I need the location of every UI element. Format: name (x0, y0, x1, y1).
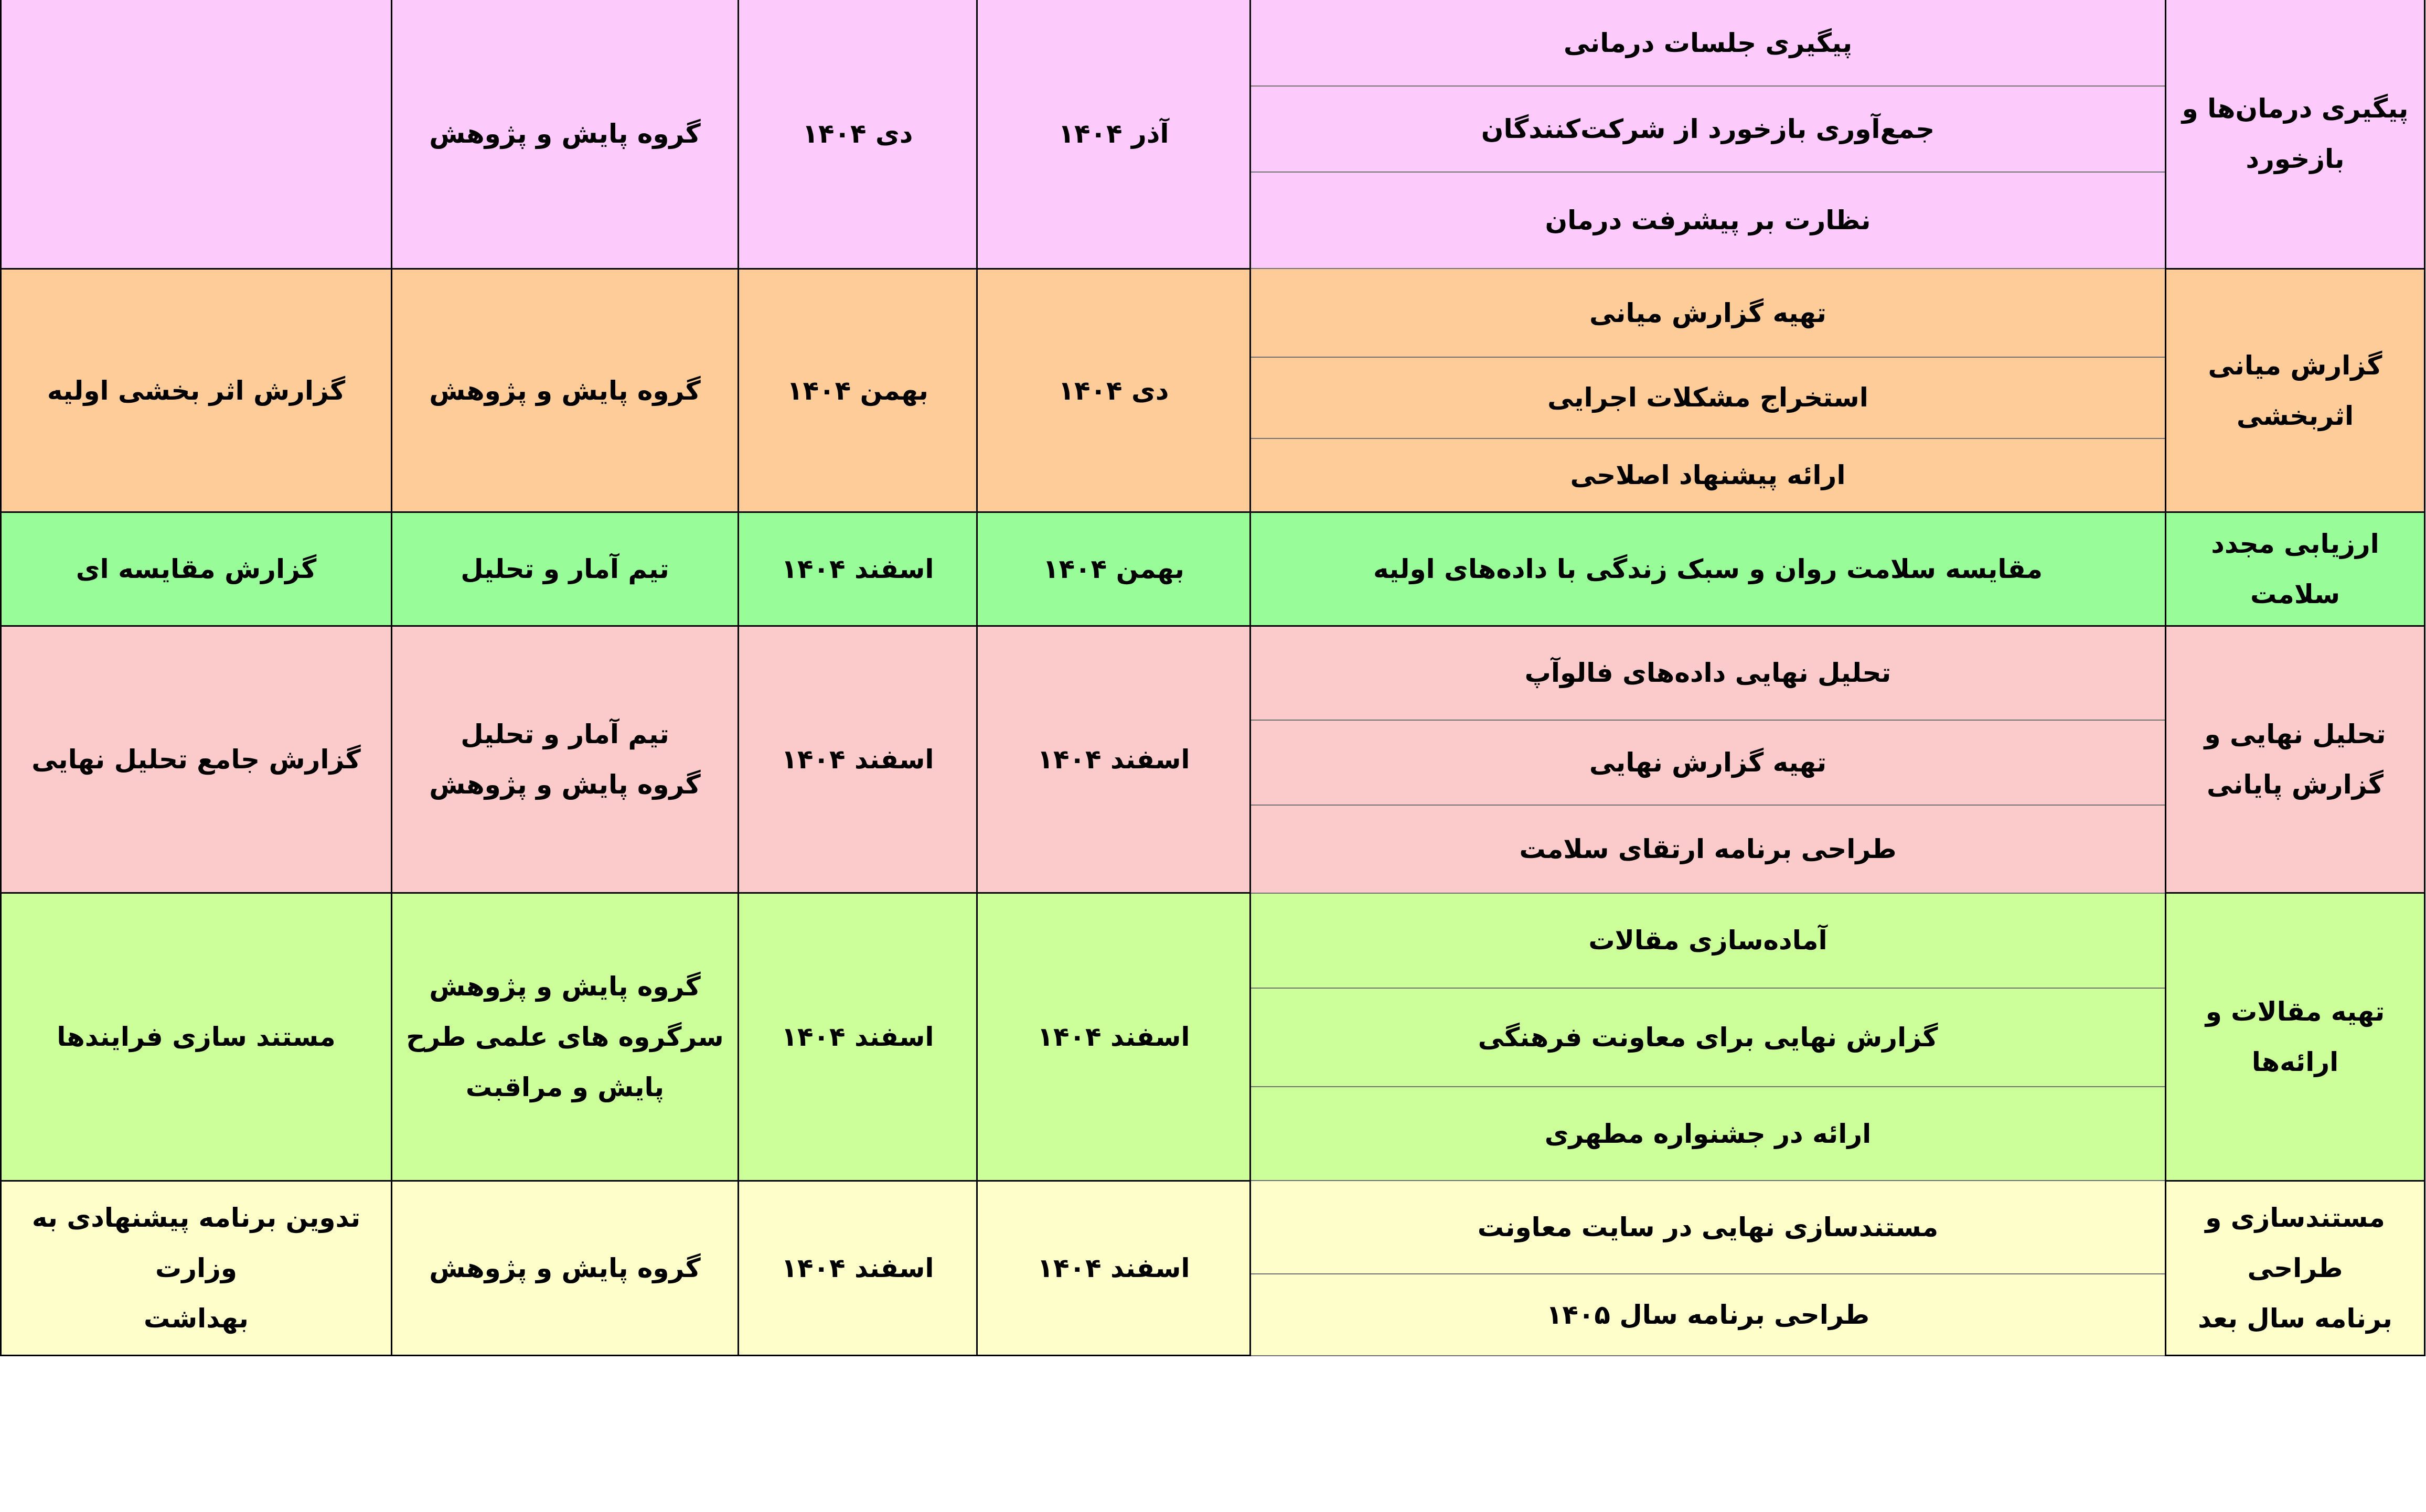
start-date-cell: اسفند ۱۴۰۴ (977, 626, 1251, 893)
activity-cell: تهیه گزارش نهایی (1251, 720, 2166, 805)
responsible-cell (392, 0, 739, 269)
responsible-cell (392, 893, 739, 1181)
start-date-cell: دی ۱۴۰۴ (977, 269, 1251, 512)
end-date-cell: اسفند ۱۴۰۴ (739, 512, 977, 626)
activity-cell: جمع‌آوری بازخورد از شرکت‌کنندگان (1251, 86, 2166, 172)
activity-cell: پیگیری جلسات درمانی (1251, 0, 2166, 86)
phase-line: تحلیل نهایی و (2204, 719, 2386, 749)
output-line: گزارش اثر بخشی اولیه (47, 375, 346, 406)
activity-cell: گزارش نهایی برای معاونت فرهنگی (1251, 988, 2166, 1087)
end-date-cell: اسفند ۱۴۰۴ (739, 626, 977, 893)
phase-cell (2166, 0, 2425, 269)
phase-cell (2166, 512, 2425, 626)
phase-line: گزارش میانی (2208, 350, 2382, 381)
responsible-cell (392, 626, 739, 893)
activity-cell: ارائه در جشنواره مطهری (1251, 1087, 2166, 1181)
activity-cell: مقایسه سلامت روان و سبک زندگی با داده‌های اولیه (1251, 512, 2166, 626)
responsible-cell (392, 1181, 739, 1355)
responsible-line: گروه پایش و پژوهش (429, 971, 701, 1002)
responsible-line: گروه پایش و پژوهش (429, 119, 701, 149)
start-date-cell: اسفند ۱۴۰۴ (977, 893, 1251, 1181)
activity-cell: مستندسازی نهایی در سایت معاونت (1251, 1181, 2166, 1274)
output-cell (1, 1181, 392, 1355)
output-cell (1, 269, 392, 512)
output-cell (1, 893, 392, 1181)
phase-line: گزارش پایانی (2207, 769, 2384, 800)
phase-line: تهیه مقالات و ارائه‌ها (2205, 996, 2385, 1077)
phase-line: بازخورد (2246, 144, 2345, 175)
phase-line: ارزیابی مجدد سلامت (2211, 529, 2379, 609)
activity-cell: آماده‌سازی مقالات (1251, 893, 2166, 988)
output-cell (1, 512, 392, 626)
output-cell (1, 0, 392, 269)
output-line: بهداشت (144, 1303, 249, 1334)
phase-line: اثربخشی (2236, 400, 2354, 431)
activity-cell: نظارت بر پیشرفت درمان (1251, 172, 2166, 269)
responsible-line: گروه پایش و پژوهش (429, 1252, 701, 1283)
responsible-line: تیم آمار و تحلیل (461, 719, 669, 749)
output-line: گزارش جامع تحلیل نهایی (31, 744, 361, 775)
responsible-line: تیم آمار و تحلیل (461, 554, 669, 584)
activity-cell: طراحی برنامه سال ۱۴۰۵ (1251, 1274, 2166, 1355)
phase-cell (2166, 269, 2425, 512)
responsible-line: گروه پایش و پژوهش (429, 769, 701, 800)
activity-cell: استخراج مشکلات اجرایی (1251, 357, 2166, 438)
end-date-cell: اسفند ۱۴۰۴ (739, 893, 977, 1181)
responsible-line: پایش و مراقبت (465, 1071, 665, 1102)
start-date-cell: بهمن ۱۴۰۴ (977, 512, 1251, 626)
activity-cell: طراحی برنامه ارتقای سلامت (1251, 805, 2166, 893)
phase-line: پیگیری درمان‌ها و (2182, 93, 2409, 124)
table-row (1, 269, 2425, 357)
phase-cell (2166, 626, 2425, 893)
phase-line: برنامه سال بعد (2198, 1303, 2392, 1334)
start-date-cell: آذر ۱۴۰۴ (977, 0, 1251, 269)
table-row (1, 1181, 2425, 1274)
output-line: مستند سازی فرایندها (57, 1021, 336, 1052)
table-row (1, 0, 2425, 86)
table-row (1, 626, 2425, 720)
activity-cell: تحلیل نهایی داده‌های فالوآپ (1251, 626, 2166, 720)
activity-cell: ارائه پیشنهاد اصلاحی (1251, 438, 2166, 512)
phase-cell (2166, 893, 2425, 1181)
phase-cell (2166, 1181, 2425, 1355)
responsible-cell (392, 512, 739, 626)
phase-line: مستندسازی و طراحی (2205, 1202, 2385, 1283)
table-row (1, 512, 2425, 626)
output-cell (1, 626, 392, 893)
end-date-cell: بهمن ۱۴۰۴ (739, 269, 977, 512)
table-row (1, 893, 2425, 988)
output-line: گزارش مقایسه ای (76, 554, 317, 584)
responsible-cell (392, 269, 739, 512)
output-line: تدوین برنامه پیشنهادی به وزارت (31, 1202, 361, 1283)
start-date-cell: اسفند ۱۴۰۴ (977, 1181, 1251, 1355)
responsible-line: سرگروه های علمی طرح (406, 1021, 724, 1052)
activity-cell: تهیه گزارش میانی (1251, 269, 2166, 357)
end-date-cell: دی ۱۴۰۴ (739, 0, 977, 269)
responsible-line: گروه پایش و پژوهش (429, 375, 701, 406)
end-date-cell: اسفند ۱۴۰۴ (739, 1181, 977, 1355)
